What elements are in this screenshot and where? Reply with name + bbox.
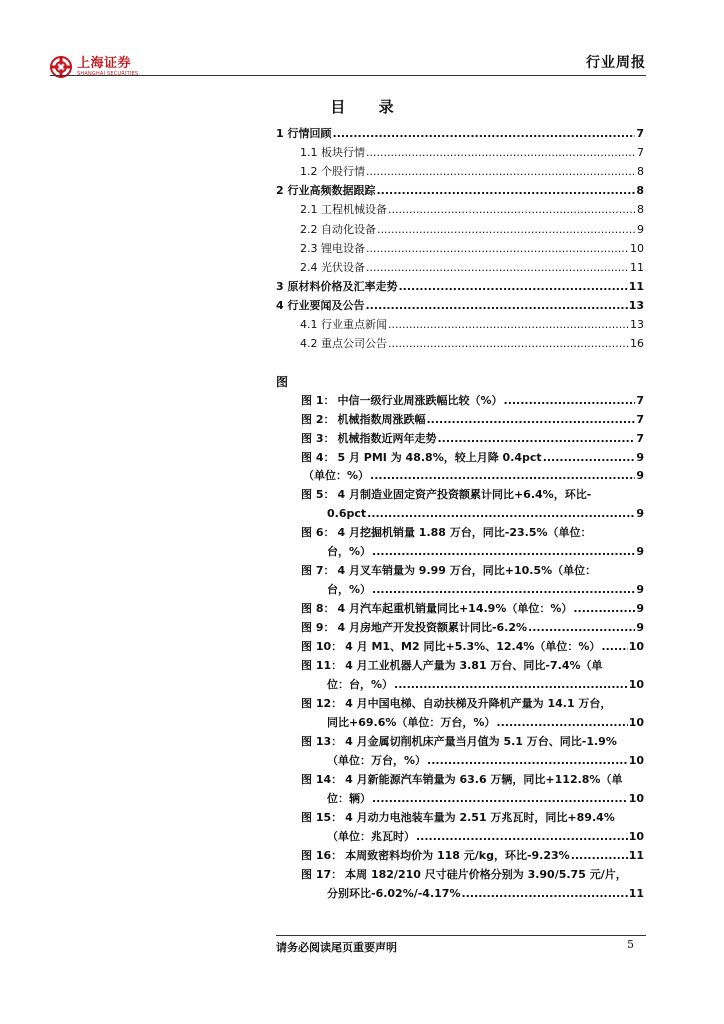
figure-page: 9 <box>636 602 644 615</box>
disclaimer-note: 请务必阅读尾页重要声明 <box>276 941 397 954</box>
toc-entry-label: 1.1 板块行情 <box>300 146 365 159</box>
header-divider <box>50 75 646 76</box>
figure-page: 9 <box>636 469 644 482</box>
toc-entry-label: 4 行业要闻及公告 <box>276 299 365 312</box>
toc-entry-page: 8 <box>637 203 644 216</box>
figure-page: 10 <box>628 716 644 729</box>
toc-entry-label: 2.3 锂电设备 <box>300 242 365 255</box>
figure-number: 图 11： <box>301 659 343 672</box>
figure-page: 7 <box>636 432 644 445</box>
figure-entry-continuation[interactable] <box>327 505 644 523</box>
figure-label: 4 月汽车起重机销量同比+14.9%（单位：%） <box>337 602 573 615</box>
figure-number: 图 9： <box>301 621 335 634</box>
figure-label: 本周 182/210 尺寸硅片价格分别为 3.90/5.75 元/片， <box>345 868 627 881</box>
figure-number: 图 14： <box>301 773 343 786</box>
brand-name-cn: 上海证券 <box>77 56 132 71</box>
figure-label-cont: 同比+69.6%（单位：万台，%） <box>327 716 496 729</box>
figure-page: 10 <box>628 640 644 653</box>
figure-label: 机械指数周涨跌幅 <box>337 413 426 426</box>
figure-label: 4 月动力电池装车量为 2.51 万兆瓦时，同比+89.4% <box>345 811 615 824</box>
toc-entry[interactable] <box>300 221 644 239</box>
toc-entry-page: 11 <box>628 280 644 293</box>
figure-number: 图 10： <box>301 640 343 653</box>
toc-entry-page: 7 <box>637 146 644 159</box>
figure-entry[interactable] <box>301 866 644 884</box>
toc-entry[interactable] <box>300 335 644 353</box>
figure-entry[interactable] <box>301 733 644 751</box>
figure-entry-continuation[interactable] <box>327 543 644 561</box>
figure-entry[interactable] <box>301 562 644 580</box>
figure-label: 本周致密料均价为 118 元/kg，环比-9.23% <box>345 849 570 862</box>
figure-entry[interactable] <box>301 847 644 865</box>
figure-number: 图 6： <box>301 526 335 539</box>
figure-entry[interactable] <box>301 809 644 827</box>
figure-entry-continuation[interactable] <box>327 885 644 903</box>
figure-label: 机械指数近两年走势 <box>337 432 437 445</box>
figure-label-cont: 台，%） <box>327 545 372 558</box>
figure-entry-continuation[interactable] <box>327 790 644 808</box>
figure-entry[interactable] <box>301 524 644 542</box>
figure-label: 4 月金属切削机床产量当月值为 5.1 万台、同比-1.9% <box>345 735 617 748</box>
figure-label-cont: 位：辆） <box>327 792 371 805</box>
figure-label: 4 月房地产开发投资额累计同比-6.2% <box>337 621 528 634</box>
figure-page: 10 <box>628 678 644 691</box>
figure-entry-continuation[interactable] <box>303 467 644 485</box>
toc-entry-label: 2.2 自动化设备 <box>300 223 376 236</box>
figure-number: 图 7： <box>301 564 335 577</box>
figure-entry[interactable] <box>301 657 644 675</box>
figure-number: 图 16： <box>301 849 343 862</box>
figure-label: 4 月挖掘机销量 1.88 万台，同比-23.5%（单位： <box>337 526 592 539</box>
figure-page: 7 <box>636 413 644 426</box>
page-number: 5 <box>627 938 634 951</box>
figure-label: 5 月 PMI 为 48.8%，较上月降 0.4pct <box>337 451 542 464</box>
figure-page: 10 <box>628 830 644 843</box>
figure-number: 图 1： <box>301 394 335 407</box>
figure-page: 9 <box>636 621 644 634</box>
toc-entry-label: 2.4 光伏设备 <box>300 261 365 274</box>
footer-divider <box>276 935 646 936</box>
figure-number: 图 12： <box>301 697 343 710</box>
figure-label: 4 月制造业固定资产投资额累计同比+6.4%，环比- <box>337 488 592 501</box>
toc-entry-label: 4.1 行业重点新闻 <box>300 318 387 331</box>
figure-number: 图 5： <box>301 488 335 501</box>
toc-entry-label: 2.1 工程机械设备 <box>300 203 387 216</box>
toc-entry-page: 7 <box>636 127 644 140</box>
toc-entry[interactable] <box>300 144 644 162</box>
toc-entry[interactable] <box>300 259 644 277</box>
figure-entry-continuation[interactable] <box>327 714 644 732</box>
toc-entry[interactable] <box>276 278 644 296</box>
figure-number: 图 15： <box>301 811 343 824</box>
toc-entry[interactable] <box>300 240 644 258</box>
figure-page: 10 <box>628 792 644 805</box>
figure-label-cont: （单位：万台，%） <box>327 754 427 767</box>
figure-number: 图 13： <box>301 735 343 748</box>
figure-entry-continuation[interactable] <box>327 581 644 599</box>
figure-label-cont: （单位：%） <box>303 469 370 482</box>
figure-page: 9 <box>636 583 644 596</box>
toc-entry-label: 2 行业高频数据跟踪 <box>276 184 376 197</box>
figure-page: 9 <box>636 545 644 558</box>
figure-number: 图 17： <box>301 868 343 881</box>
figure-number: 图 8： <box>301 602 335 615</box>
figure-page: 9 <box>636 451 644 464</box>
figure-entry[interactable] <box>301 411 644 429</box>
toc-entry[interactable] <box>300 163 644 181</box>
toc-entry[interactable] <box>276 182 644 200</box>
toc-entry-label: 3 原材料价格及汇率走势 <box>276 280 398 293</box>
figure-label: 4 月新能源汽车销量为 63.6 万辆，同比+112.8%（单 <box>345 773 623 786</box>
figure-entry[interactable] <box>301 486 644 504</box>
figure-entry[interactable] <box>301 600 644 618</box>
toc-entry[interactable] <box>300 316 644 334</box>
toc-entry-page: 9 <box>637 223 644 236</box>
toc-entry-page: 8 <box>636 184 644 197</box>
figure-page: 11 <box>628 887 644 900</box>
toc-entry-label: 1 行情回顾 <box>276 127 332 140</box>
toc-entry[interactable] <box>276 297 644 315</box>
toc-entry-page: 13 <box>628 299 644 312</box>
figure-label-cont: 分别环比-6.02%/-4.17% <box>327 887 461 900</box>
figure-entry-continuation[interactable] <box>327 676 644 694</box>
figure-label-cont: 台，%） <box>327 583 372 596</box>
figure-page: 11 <box>628 849 644 862</box>
figure-list-heading: 图 <box>276 375 289 389</box>
figure-entry-continuation[interactable] <box>327 828 644 846</box>
toc-entry-page: 13 <box>630 318 644 331</box>
toc-entry-page: 8 <box>637 165 644 178</box>
figure-label: 4 月中国电梯、自动扶梯及升降机产量为 14.1 万台， <box>345 697 612 710</box>
figure-entry[interactable] <box>301 392 644 410</box>
toc-title: 目 录 <box>330 98 408 116</box>
figure-page: 10 <box>628 754 644 767</box>
toc-entry-page: 11 <box>630 261 644 274</box>
figure-page: 9 <box>636 507 644 520</box>
figure-label: 4 月 M1、M2 同比+5.3%、12.4%（单位：%） <box>345 640 601 653</box>
figure-entry[interactable] <box>301 449 644 467</box>
figure-label-cont: （单位：兆瓦时） <box>327 830 415 843</box>
figure-label-cont: 0.6pct <box>327 507 367 520</box>
figure-label-cont: 位：台，%） <box>327 678 394 691</box>
page-header <box>0 0 724 80</box>
figure-entry-continuation[interactable] <box>327 752 644 770</box>
toc-entry-page: 10 <box>630 242 644 255</box>
toc-entry-label: 1.2 个股行情 <box>300 165 365 178</box>
figure-label: 4 月叉车销量为 9.99 万台，同比+10.5%（单位： <box>337 564 597 577</box>
toc-entry-page: 16 <box>630 337 644 350</box>
toc-entry-label: 4.2 重点公司公告 <box>300 337 387 350</box>
figure-number: 图 2： <box>301 413 335 426</box>
figure-label: 中信一级行业周涨跌幅比较（%） <box>337 394 503 407</box>
figure-entry[interactable] <box>301 430 644 448</box>
figure-entry[interactable] <box>301 695 644 713</box>
figure-entry[interactable] <box>301 638 644 656</box>
report-type: 行业周报 <box>586 55 646 71</box>
brand-logo <box>50 56 142 80</box>
figure-label: 4 月工业机器人产量为 3.81 万台、同比-7.4%（单 <box>345 659 603 672</box>
brand-name-en: SHANGHAI SECURITIES <box>77 71 139 77</box>
figure-number: 图 4： <box>301 451 335 464</box>
toc-entry[interactable] <box>276 125 644 143</box>
figure-entry[interactable] <box>301 771 644 789</box>
figure-number: 图 3： <box>301 432 335 445</box>
figure-entry[interactable] <box>301 619 644 637</box>
toc-entry[interactable] <box>300 201 644 219</box>
figure-page: 7 <box>636 394 644 407</box>
